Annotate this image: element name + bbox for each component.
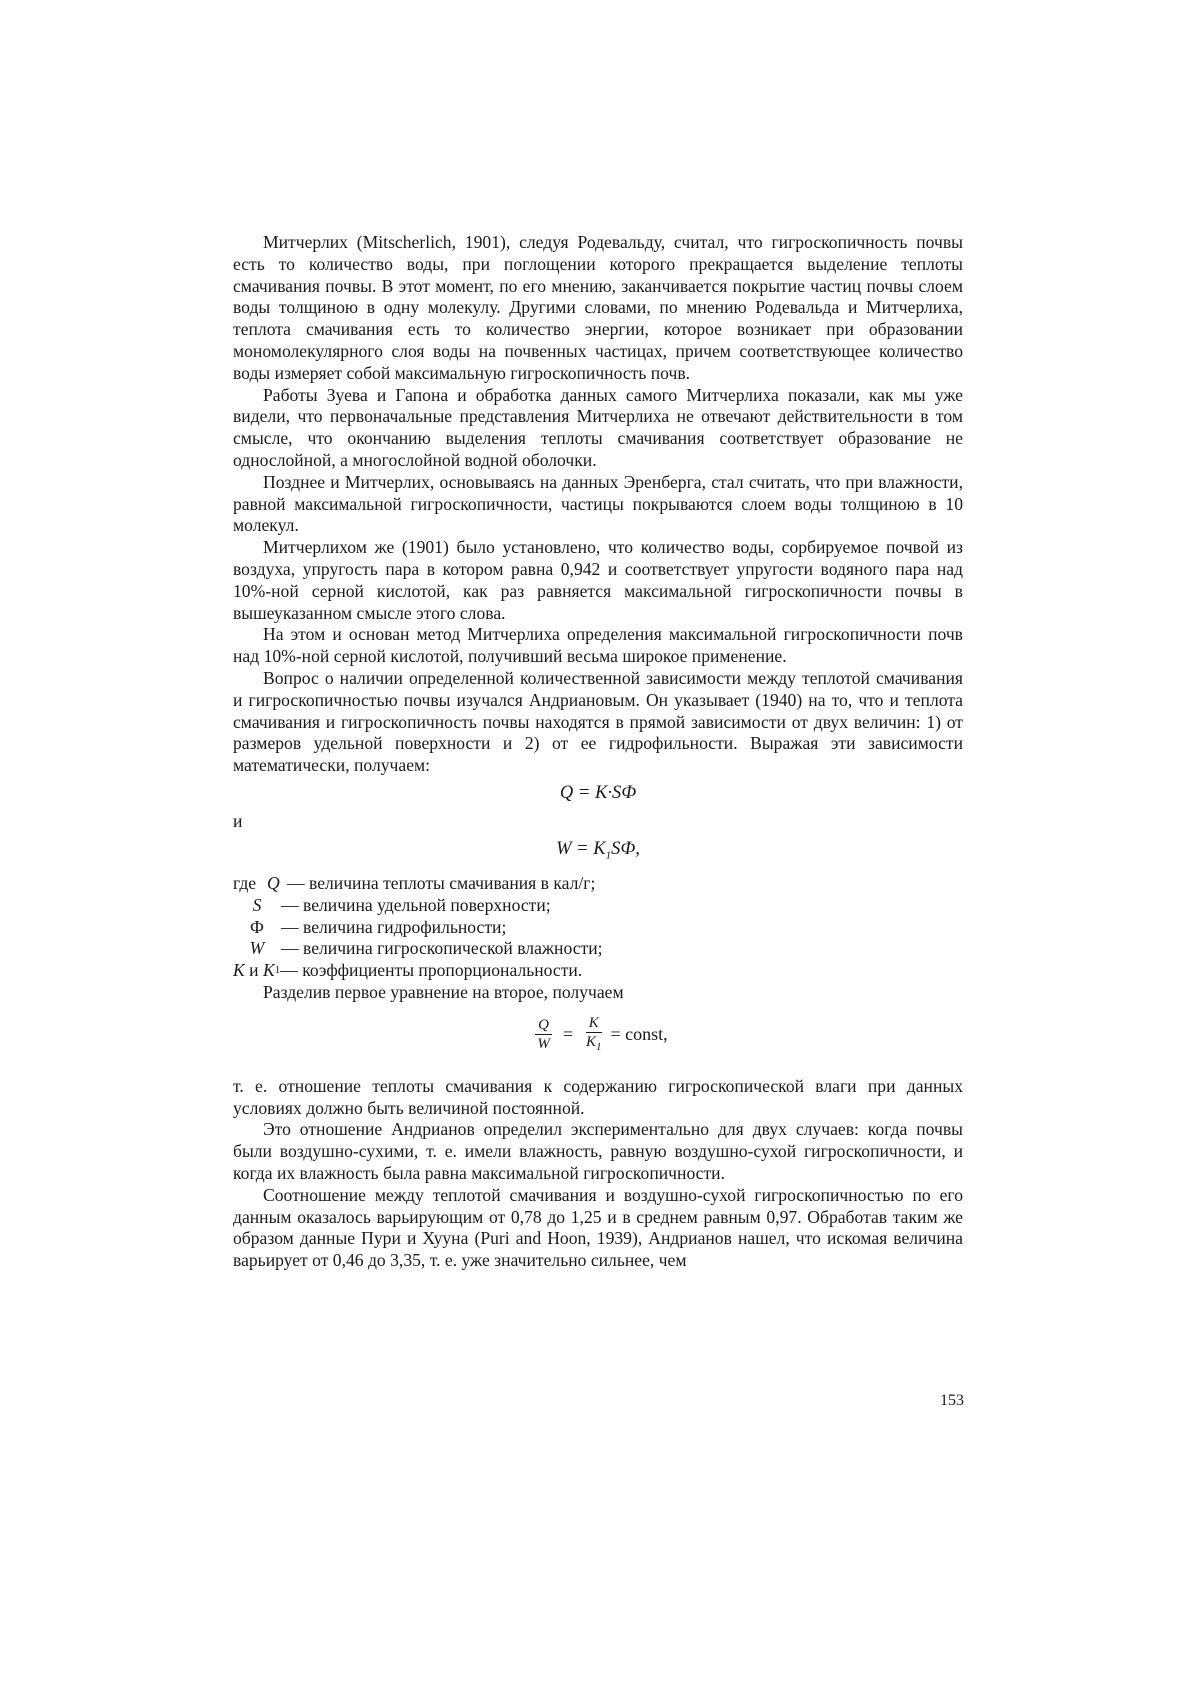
paragraph-5: На этом и основан метод Митчерлиха определения максимальной гигроскопичности почв над 10%-ной серной кислотой, получивший весьма широкое применение. [233, 624, 963, 667]
fraction-denominator [583, 1033, 605, 1056]
legend-symbol-k1: K [262, 960, 275, 981]
fraction-q-w [534, 1016, 553, 1053]
fraction-denominator-sub: 1 [596, 1040, 602, 1053]
legend-row [233, 960, 963, 982]
page-number: 153 [940, 1392, 964, 1409]
formula-w [233, 839, 963, 867]
paragraph-8: т. е. отношение теплоты смачивания к содержанию гигроскопической влаги при данных условиях должно быть величиной постоянной. [233, 1075, 963, 1118]
main-text [233, 232, 963, 1272]
fraction-numerator: K [586, 1014, 602, 1033]
legend-text: — величина гигроскопической влажности; [281, 938, 603, 959]
paragraph-1: Митчерлих (Mitscherlich, 1901), следуя Родевальду, считал, что гигроскопичность почвы есть то количество воды, при поглощении которого прекращается выделение теплоты смачивания почвы. В этот момент, по его мнению, заканчивается покрытие частиц почвы слоем воды толщиною в одну молекулу. Другими словами, по мнению Родевальда и Митчерлиха, теплота смачивания есть то количество энергии, которое возникает при образовании мономолекулярного слоя воды на почвенных частицах, причем соответствующее количество воды измеряет собой максимальную гигроскопичность почв. [233, 232, 963, 383]
ratio-formula [233, 1014, 963, 1056]
paragraph-7: Разделив первое уравнение на второе, получаем [263, 981, 624, 1002]
legend-symbol: W [249, 938, 265, 959]
legend-row [233, 873, 963, 895]
legend-row [233, 895, 963, 917]
paragraph-6: Вопрос о наличии определенной количественной зависимости между теплотой смачивания и гигроскопичностью почвы изучался Андриановым. Он указывает (1940) на то, что и теплота смачивания и гигроскопичность почвы находятся в прямой зависимости от двух величин: 1) от размеров удельной поверхности и 2) от ее гидрофильности. Выражая эти зависимости математически, получаем: [233, 667, 963, 776]
const-tail: = const, [610, 1023, 668, 1044]
legend-symbol: S [252, 894, 262, 915]
formula-w-right: SФ, [611, 838, 640, 859]
legend-symbol: Ф [250, 916, 264, 937]
legend-symbol: Q [267, 873, 280, 893]
paragraph-9: Это отношение Андрианов определил экспериментально для двух случаев: когда почвы были воздушно-сухими, т. е. имели влажность, равную воздушно-сухой гигроскопичности, и когда их влажность была равна максимальной гигроскопичности. [233, 1119, 963, 1183]
formula-w-left: W = K [556, 838, 606, 859]
paragraph-10: Соотношение между теплотой смачивания и воздушно-сухой гигроскопичностью по его данным оказалось варьирующим от 0,78 до 1,25 и в среднем равным 0,97. Обработав таким же образом данные Пури и Хууна (Puri and Hoon, 1939), Андрианов нашел, что искомая величина варьирует от 0,46 до 3,35, т. е. уже значительно сильнее, чем [233, 1184, 963, 1271]
legend-lead: где [233, 873, 257, 893]
legend-text: — величина гидрофильности; [281, 916, 507, 937]
formula-q: Q = K·SФ [559, 782, 637, 803]
legend-row [233, 917, 963, 939]
fraction-numerator: Q [535, 1016, 552, 1035]
formula-conjunction: и [233, 810, 243, 831]
legend-and: и [249, 960, 259, 981]
variable-legend [233, 873, 963, 982]
paragraph-3: Позднее и Митчерлих, основываясь на данных Эренберга, стал считать, что при влажности, равной максимальной гигроскопичности, частицы покрываются слоем воды толщиною в 10 молекул. [233, 471, 963, 536]
formula-w-sub: 1 [605, 849, 612, 862]
legend-text: — величина теплоты смачивания в кал/г; [287, 873, 596, 893]
fraction-k-k1 [583, 1014, 605, 1056]
fraction-denominator-base: K [585, 1033, 596, 1050]
legend-row [233, 938, 963, 960]
legend-text: — величина удельной поверхности; [281, 894, 551, 915]
paragraph-4: Митчерлихом же (1901) было установлено, что количество воды, сорбируемое почвой из воздуха, упругость пара в котором равна 0,942 и соответствует упругости водяного пара над 10%-ной серной кислотой, как раз равняется максимальной гигроскопичности почвы в вышеуказанном смысле этого слова. [233, 537, 963, 623]
legend-symbol-k: K [233, 960, 245, 981]
paragraph-2: Работы Зуева и Гапона и обработка данных самого Митчерлиха показали, как мы уже видели, что первоначальные представления Митчерлиха не отвечают действительности в том смысле, что окончанию выделения теплоты смачивания соответствует образование не однослойной, а многослойной водной оболочки. [233, 384, 963, 470]
equals-sign: = [562, 1023, 573, 1044]
legend-symbol-k1-sub: 1 [274, 964, 281, 977]
fraction-denominator: W [537, 1036, 550, 1053]
legend-text: — коэффициенты пропорциональности. [280, 960, 583, 981]
